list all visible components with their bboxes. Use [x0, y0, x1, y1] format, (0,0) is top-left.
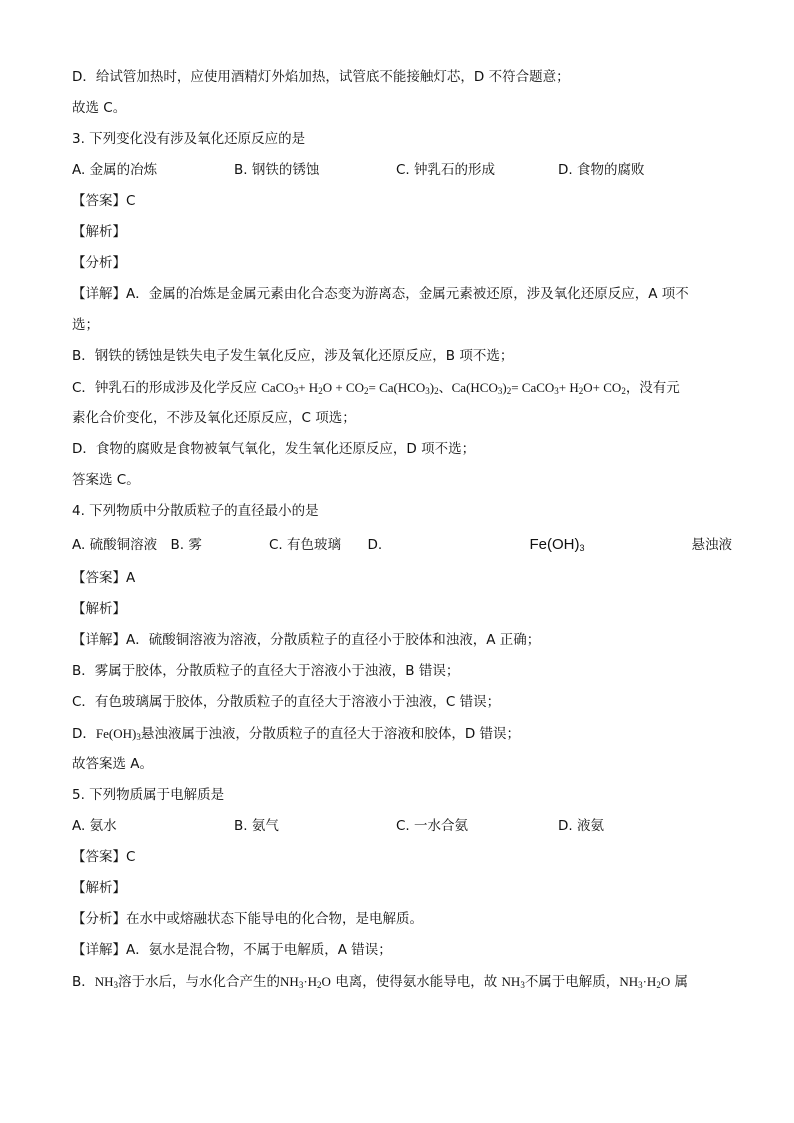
question-3-options [72, 155, 732, 186]
option-b: B. 钢铁的锈蚀 [234, 162, 320, 178]
text-line: 选； [72, 317, 99, 333]
formula-fe-oh-3: $Fe(OH)_3$ [95, 726, 141, 742]
text-line: D．给试管加热时，应使用酒精灯外焰加热，试管底不能接触灯芯，D 不符合题意； [72, 69, 570, 85]
document-page [72, 62, 732, 997]
text-line: B．$NH_3$溶于水后，与水化合产生的$NH_3\cdot H_2O$ 电离，使得氨水能导电，故 $NH_3$不属于电解质，$NH_3\cdot H_2O$ 属 [72, 974, 688, 990]
text-line: 【详解】A．金属的冶炼是金属元素由化合态变为游离态，金属元素被还原，涉及氧化还原反应，A 项不 [72, 286, 689, 302]
option-c: C. 一水合氨 [396, 818, 469, 834]
fenxi-label: 【分析】 [72, 255, 126, 271]
text-line: 【详解】A．硫酸铜溶液为溶液，分散质粒子的直径小于胶体和浊液，A 正确； [72, 632, 541, 648]
jiexi-label: 【解析】 [72, 601, 126, 617]
text-line: 【分析】在水中或熔融状态下能导电的化合物，是电解质。 [72, 911, 423, 927]
text-line-equation [72, 372, 732, 403]
option-d: D. $Fe(OH)_3$ 悬浊液 [368, 527, 733, 563]
text-line: 故选 C。 [72, 100, 127, 116]
text-line: B．钢铁的锈蚀是铁失电子发生氧化反应，涉及氧化还原反应，B 项不选； [72, 348, 514, 364]
chemical-equation: CaCO$_3$+ $H_2O + CO_2= Ca(HCO_3)_2$、$Ca(HCO_3)_2=$ CaCO$_3$+ $H_2O+ CO_2$ [261, 380, 626, 396]
text-line: 【详解】A．氨水是混合物，不属于电解质，A 错误； [72, 942, 392, 958]
text-line: 素化合价变化，不涉及氧化还原反应，C 项选； [72, 410, 356, 426]
answer-label: 【答案】C [72, 849, 136, 865]
option-b: B. 氨气 [234, 818, 279, 834]
jiexi-label: 【解析】 [72, 224, 126, 240]
option-a: A. 硫酸铜溶液 [72, 537, 158, 553]
question-4-options [72, 527, 732, 563]
option-c: C. 钟乳石的形成 [396, 162, 496, 178]
question-5-options [72, 811, 732, 842]
text-segment: C．钟乳石的形成涉及化学反应 [72, 380, 262, 396]
jiexi-label: 【解析】 [72, 880, 126, 896]
question-5: 5. 下列物质属于电解质是 [72, 787, 225, 803]
option-d: D. 液氨 [558, 818, 604, 834]
option-a: A. 氨水 [72, 818, 117, 834]
question-4: 4. 下列物质中分散质粒子的直径最小的是 [72, 503, 319, 519]
text-line: D．食物的腐败是食物被氧气氧化，发生氧化还原反应，D 项不选； [72, 441, 476, 457]
text-line: 答案选 C。 [72, 472, 140, 488]
option-a: A. 金属的冶炼 [72, 162, 158, 178]
text-line: 故答案选 A。 [72, 756, 154, 772]
option-b: B. 雾 [170, 537, 202, 553]
formula-fe-oh-3: $Fe(OH)_3$ [529, 536, 585, 553]
question-3: 3. 下列变化没有涉及氧化还原反应的是 [72, 131, 306, 147]
option-c: C. 有色玻璃 [269, 537, 342, 553]
text-line: D．$Fe(OH)_3$悬浊液属于浊液，分散质粒子的直径大于溶液和胶体，D 错误； [72, 726, 521, 742]
answer-label: 【答案】A [72, 570, 136, 586]
text-segment: ，没有元 [625, 380, 680, 396]
text-line: B．雾属于胶体，分散质粒子的直径大于溶液小于浊液，B 错误； [72, 663, 460, 679]
option-d: D. 食物的腐败 [558, 162, 645, 178]
text-line: C．有色玻璃属于胶体，分散质粒子的直径大于溶液小于浊液，C 错误； [72, 694, 501, 710]
answer-label: 【答案】C [72, 193, 136, 209]
